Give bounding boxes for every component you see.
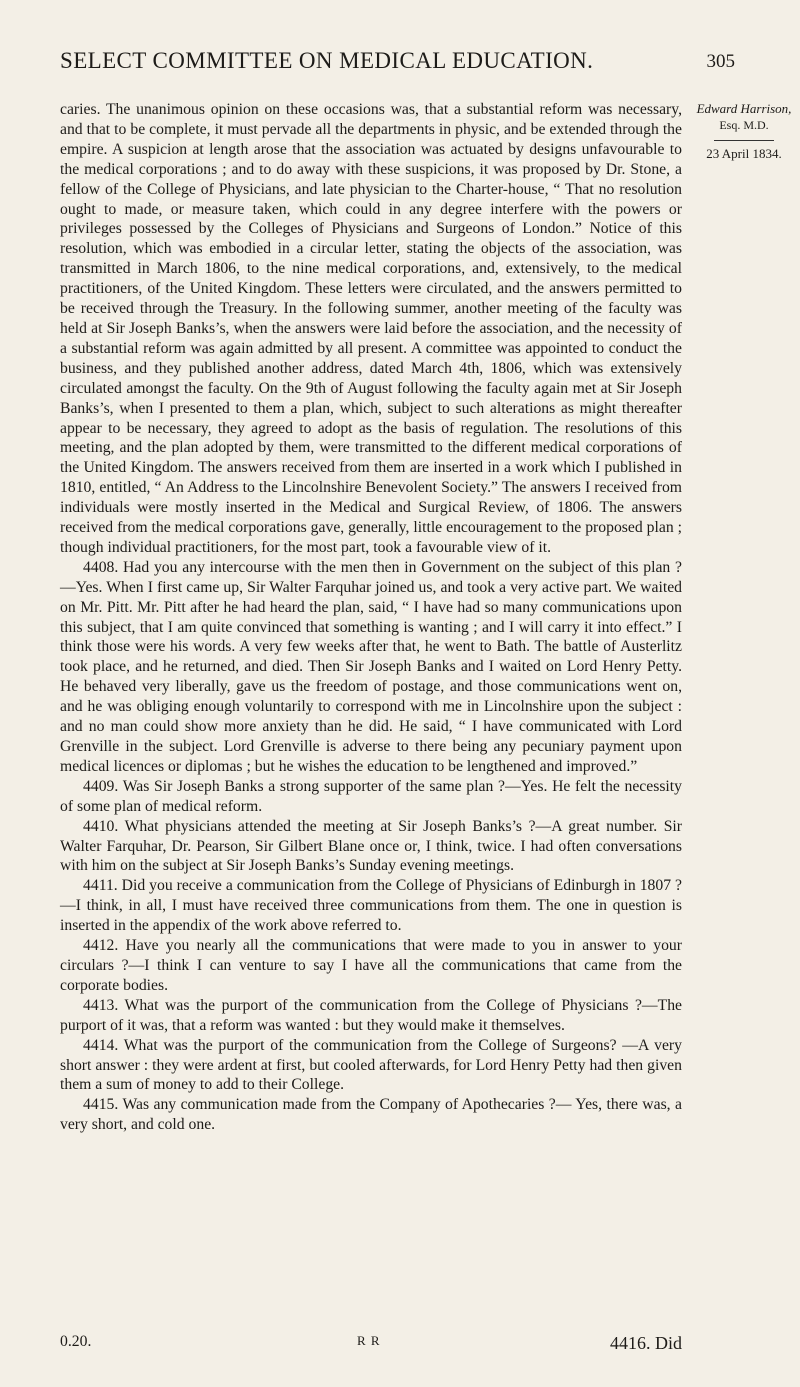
footer-code: 0.20. xyxy=(60,1333,92,1350)
paragraph-continuation: caries. The unanimous opinion on these occasions was, that a substantial reform was necessary, and that to be complete, it must pervade all the departments in physic, and be extended through the empire. A suspicion at length arose that the association was actuated by designs unfavourable to the medical corporations ; and to do away with these suspicions, it was proposed by Dr. Stone, a fellow of the College of Physicians, and late physician to the Charter-house, “ That no resolution ought to made, or measure taken, which could in any degree interfere with the powers or privileges possessed by the Colleges of Physicians and Surgeons of London.” Notice of this resolution, which was embodied in a circular letter, stating the objects of the association, was transmitted in March 1806, to the nine medical corporations, and, extensively, to the medical practitioners, of the United Kingdom. These letters were circulated, and the answers permitted to be received through the Treasury. In the following summer, another meeting of the faculty was held at Sir Joseph Banks’s, when the answers were laid before the association, and the necessity of a substantial reform was again admitted by all present. A committee was appointed to conduct the business, and they published another address, dated March 4th, 1806, which was extensively circulated amongst the faculty. On the 9th of August following the faculty again met at Sir Joseph Banks’s, when I presented to them a plan, which, subject to such alterations as might thereafter appear to be necessary, they agreed to adopt as the basis of regulation. The resolutions of this meeting, and the plan adopted by them, were transmitted to the different medical corporations of the United Kingdom. The answers received from them are inserted in a work which I published in 1810, entitled, “ An Address to the Lincolnshire Benevolent Society.” The answers I received from individuals were mostly inserted in the Medical and Surgical Review, of 1806. The answers received from the medical corporations gave, generally, little encouragement to the proposed plan ; though individual practitioners, for the most part, took a favourable view of it. xyxy=(60,101,682,556)
witness-date: 23 April 1834. xyxy=(706,146,782,161)
margin-divider xyxy=(714,140,774,141)
page-number: 305 xyxy=(706,51,735,72)
margin-notes xyxy=(692,100,796,162)
page-footer xyxy=(60,1333,682,1355)
page-header xyxy=(60,48,735,82)
question-4410: 4410. What physicians attended the meeting at Sir Joseph Banks’s ?—A great number. Sir Walter Farquhar, Dr. Pearson, Sir Gilbert Blane once or, I think, twice. I had often conversations with him on the subject at Sir Joseph Banks’s Sunday evening meetings. xyxy=(60,817,682,875)
catchword: 4416. Did xyxy=(610,1333,682,1353)
signature-mark: R R xyxy=(357,1333,381,1348)
question-4411: 4411. Did you receive a communication from the College of Physicians of Edinburgh in 1807 ?—I think, in all, I must have received three communications from them. The one in question is inserted in the appendix of the work above referred to. xyxy=(60,877,682,935)
main-text xyxy=(60,100,682,1135)
question-4413: 4413. What was the purport of the communication from the College of Physicians ?—The purport of it was, that a reform was wanted : but they would make it themselves. xyxy=(60,996,682,1034)
question-4414: 4414. What was the purport of the communication from the College of Surgeons? —A very short answer : they were ardent at first, but cooled afterwards, for Lord Henry Petty had then given them a sum of money to add to their College. xyxy=(60,1036,682,1094)
question-4408: 4408. Had you any intercourse with the men then in Government on the subject of this plan ?—Yes. When I first came up, Sir Walter Farquhar joined us, and took a very active part. We waited on Mr. Pitt. Mr. Pitt after he had heard the plan, said, “ I have had so many communications upon this subject, that I am quite convinced that something is wanting ; and I will carry it into effect.” I think those were his words. A very few weeks after that, he went to Bath. The battle of Austerlitz took place, and he returned, and died. Then Sir Joseph Banks and I waited on Lord Henry Petty. He behaved very liberally, gave us the freedom of postage, and those communications went on, and he was obliging enough voluntarily to correspond with me in Lincolnshire upon the subject : and no man could show more anxiety than he did. He said, “ I have communicated with Lord Grenville in the subject. Lord Grenville is adverse to there being any pecuniary payment upon medical licences or diplomas ; but he wishes the education to be lengthened and improved.” xyxy=(60,558,682,775)
witness-title: Esq. M.D. xyxy=(719,118,769,132)
question-4409: 4409. Was Sir Joseph Banks a strong supporter of the same plan ?—Yes. He felt the necessity of some plan of medical reform. xyxy=(60,777,682,815)
question-4412: 4412. Have you nearly all the communications that were made to you in answer to your circulars ?—I think I can venture to say I have all the communications that came from the corporate bodies. xyxy=(60,937,682,994)
witness-name: Edward Harrison, xyxy=(696,101,792,116)
running-title: SELECT COMMITTEE ON MEDICAL EDUCATION. xyxy=(60,48,594,73)
question-4415: 4415. Was any communication made from the Company of Apothecaries ?— Yes, there was, a very short, and cold one. xyxy=(60,1096,682,1134)
